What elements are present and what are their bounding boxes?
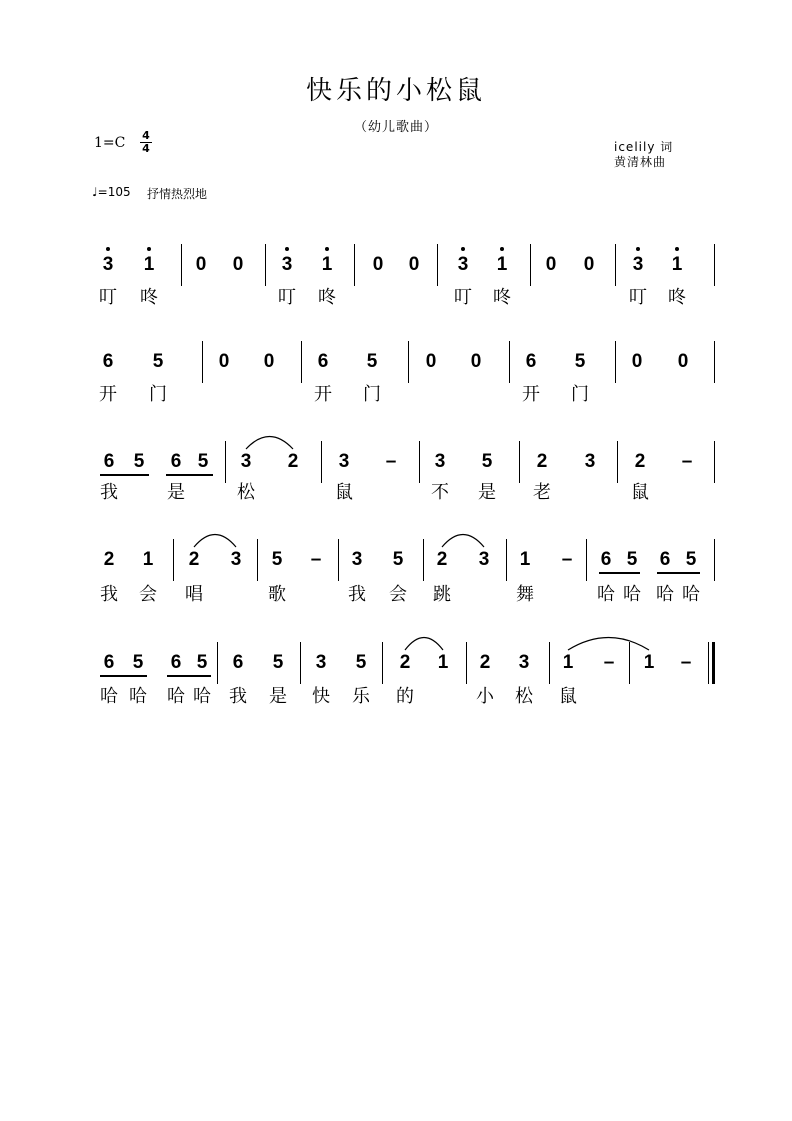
note: 3 — [478, 549, 490, 570]
note: 6 — [317, 351, 329, 372]
note: 6 — [170, 451, 182, 472]
lyric-syllable: 鼠 — [559, 686, 577, 707]
note: 3 — [351, 549, 363, 570]
lyric-syllable: 是 — [478, 482, 496, 503]
key-signature: 1=C — [94, 135, 126, 151]
lyric-syllable: 我 — [100, 584, 118, 605]
note: 0 — [631, 351, 643, 372]
note: 2 — [436, 549, 448, 570]
slur — [246, 437, 293, 450]
lyric-syllable: 开 — [522, 384, 540, 405]
note: 1 — [321, 254, 333, 275]
note: 6 — [103, 451, 115, 472]
note: 6 — [525, 351, 537, 372]
note: 5 — [196, 652, 208, 673]
note: – — [561, 549, 573, 570]
lyric-syllable: 门 — [363, 384, 381, 405]
note: 5 — [152, 351, 164, 372]
note: 3 — [102, 254, 114, 275]
lyric-syllable: 哈 — [597, 584, 615, 605]
lyric-syllable: 是 — [167, 482, 185, 503]
lyric-syllable: 哈 — [193, 686, 211, 707]
note: 1 — [643, 652, 655, 673]
note: 3 — [338, 451, 350, 472]
note: 3 — [584, 451, 596, 472]
lyric-syllable: 叮 — [454, 287, 472, 308]
note: 0 — [232, 254, 244, 275]
lyricist-credit: icelily 词 — [614, 140, 674, 154]
lyric-syllable: 叮 — [278, 287, 296, 308]
note: 3 — [632, 254, 644, 275]
note: 2 — [634, 451, 646, 472]
note: 0 — [408, 254, 420, 275]
note: 5 — [133, 451, 145, 472]
lyric-syllable: 咚 — [318, 287, 336, 308]
note: 5 — [355, 652, 367, 673]
note: 6 — [600, 549, 612, 570]
note: 6 — [659, 549, 671, 570]
lyric-syllable: 唱 — [185, 584, 203, 605]
note: 3 — [281, 254, 293, 275]
lyric-syllable: 的 — [396, 686, 414, 707]
note: 5 — [392, 549, 404, 570]
lyric-syllable: 门 — [149, 384, 167, 405]
note: 1 — [143, 254, 155, 275]
lyric-syllable: 哈 — [167, 686, 185, 707]
note: 3 — [230, 549, 242, 570]
tempo-marking: ♩=105 — [92, 185, 131, 199]
lyric-syllable: 哈 — [656, 584, 674, 605]
note: 0 — [470, 351, 482, 372]
lyric-syllable: 我 — [100, 482, 118, 503]
note: – — [681, 451, 693, 472]
note: 0 — [263, 351, 275, 372]
time-signature-top: 4 — [142, 129, 150, 142]
lyric-syllable: 会 — [139, 584, 157, 605]
note: 2 — [536, 451, 548, 472]
lyric-syllable: 我 — [229, 686, 247, 707]
lyric-syllable: 松 — [515, 686, 533, 707]
lyric-syllable: 老 — [533, 482, 551, 503]
slur — [568, 638, 649, 651]
slur — [194, 535, 236, 548]
note: 1 — [519, 549, 531, 570]
time-signature-bottom: 4 — [140, 142, 152, 155]
lyric-syllable: 哈 — [682, 584, 700, 605]
note: 1 — [496, 254, 508, 275]
song-subtitle: （幼儿歌曲） — [353, 120, 438, 135]
note: 3 — [457, 254, 469, 275]
note: 0 — [583, 254, 595, 275]
lyric-syllable: 咚 — [140, 287, 158, 308]
lyric-syllable: 开 — [314, 384, 332, 405]
note: 1 — [437, 652, 449, 673]
note: 0 — [195, 254, 207, 275]
note: 5 — [197, 451, 209, 472]
note: 6 — [170, 652, 182, 673]
lyric-syllable: 跳 — [433, 584, 451, 605]
lyric-syllable: 开 — [99, 384, 117, 405]
lyric-syllable: 门 — [571, 384, 589, 405]
slur — [442, 535, 484, 548]
lyric-syllable: 我 — [348, 584, 366, 605]
note: 5 — [272, 652, 284, 673]
note: 5 — [132, 652, 144, 673]
note: 0 — [677, 351, 689, 372]
note: 5 — [366, 351, 378, 372]
lyric-syllable: 哈 — [100, 686, 118, 707]
note: 5 — [481, 451, 493, 472]
note: 3 — [518, 652, 530, 673]
note: 2 — [103, 549, 115, 570]
note: 5 — [626, 549, 638, 570]
note: 2 — [479, 652, 491, 673]
note: – — [385, 451, 397, 472]
lyric-syllable: 舞 — [516, 584, 534, 605]
note: 1 — [562, 652, 574, 673]
note: 1 — [142, 549, 154, 570]
song-title: 快乐的小松鼠 — [305, 76, 486, 106]
note: 0 — [372, 254, 384, 275]
note: 6 — [232, 652, 244, 673]
note: – — [603, 652, 615, 673]
lyric-syllable: 咚 — [668, 287, 686, 308]
note: 3 — [434, 451, 446, 472]
composer-credit: 黄清林曲 — [614, 155, 667, 169]
note: 3 — [315, 652, 327, 673]
lyric-syllable: 鼠 — [335, 482, 353, 503]
lyric-syllable: 是 — [269, 686, 287, 707]
note: 6 — [102, 351, 114, 372]
note: 3 — [240, 451, 252, 472]
note: 0 — [425, 351, 437, 372]
note: 5 — [574, 351, 586, 372]
lyric-syllable: 叮 — [629, 287, 647, 308]
slur — [405, 638, 443, 651]
lyric-syllable: 会 — [389, 584, 407, 605]
lyric-syllable: 歌 — [268, 584, 286, 605]
lyric-syllable: 哈 — [129, 686, 147, 707]
lyric-syllable: 小 — [476, 686, 494, 707]
note: – — [680, 652, 692, 673]
note: 5 — [685, 549, 697, 570]
note: 1 — [671, 254, 683, 275]
lyric-syllable: 叮 — [99, 287, 117, 308]
expression-marking: 抒情热烈地 — [147, 187, 208, 201]
note: 2 — [399, 652, 411, 673]
lyric-syllable: 哈 — [623, 584, 641, 605]
note: 6 — [103, 652, 115, 673]
lyric-syllable: 鼠 — [631, 482, 649, 503]
note: 5 — [271, 549, 283, 570]
lyric-syllable: 松 — [237, 482, 255, 503]
note: 0 — [545, 254, 557, 275]
note: – — [310, 549, 322, 570]
lyric-syllable: 快 — [312, 686, 330, 707]
note: 2 — [287, 451, 299, 472]
lyric-syllable: 不 — [431, 482, 449, 503]
note: 2 — [188, 549, 200, 570]
lyric-syllable: 咚 — [493, 287, 511, 308]
note: 0 — [218, 351, 230, 372]
lyric-syllable: 乐 — [352, 686, 370, 707]
